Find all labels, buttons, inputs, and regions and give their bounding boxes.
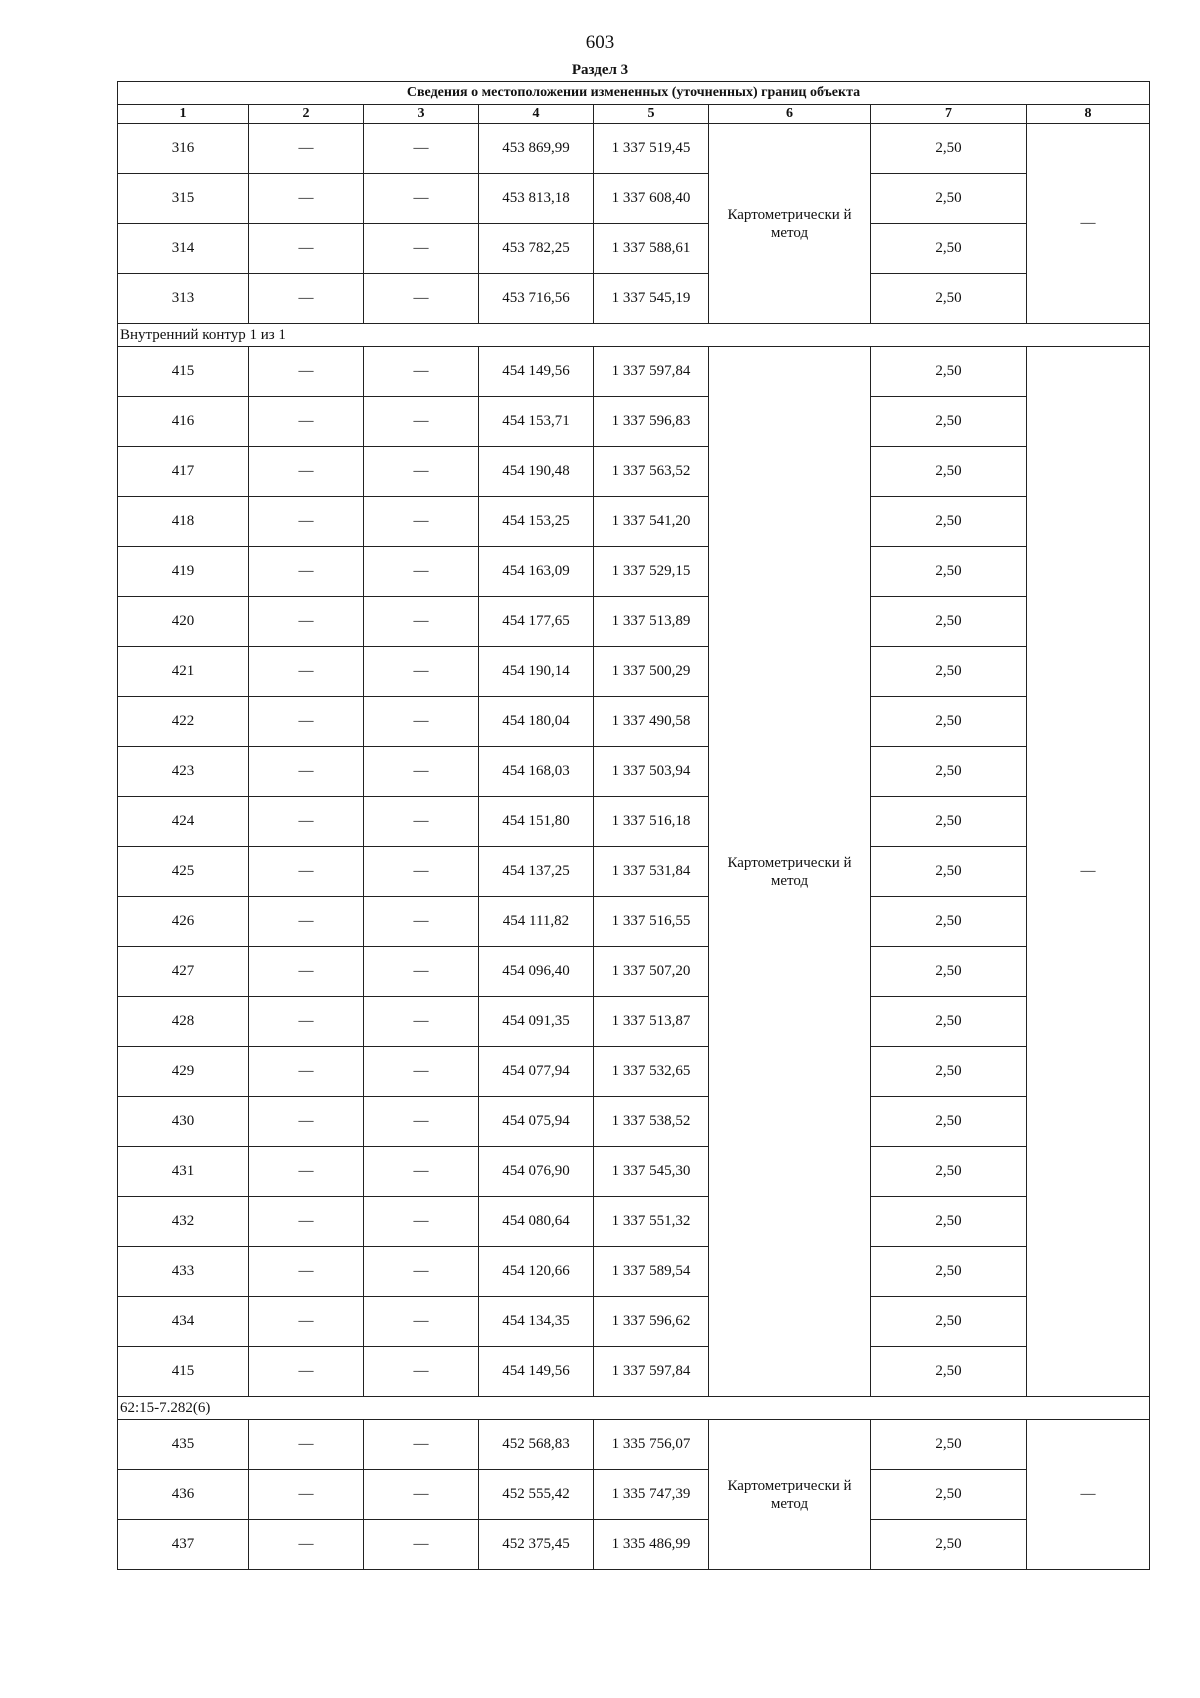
col3-cell: — [364, 1197, 479, 1247]
point-number-cell: 425 [118, 847, 249, 897]
col2-cell: — [249, 1147, 364, 1197]
point-number-cell: 434 [118, 1297, 249, 1347]
point-number-cell: 422 [118, 697, 249, 747]
accuracy-cell: 2,50 [871, 1420, 1027, 1470]
x-coordinate-cell: 454 075,94 [479, 1097, 594, 1147]
table-row [118, 224, 1150, 274]
table-row [118, 997, 1150, 1047]
col2-cell: — [249, 174, 364, 224]
table-row [118, 124, 1150, 174]
point-number-cell: 314 [118, 224, 249, 274]
column-number-2: 2 [249, 105, 364, 124]
boundary-points-table [117, 81, 1150, 1570]
method-cell: Картометрически й метод [709, 124, 871, 324]
table-row [118, 947, 1150, 997]
table-row [118, 1147, 1150, 1197]
col2-cell: — [249, 947, 364, 997]
col3-cell: — [364, 547, 479, 597]
point-number-cell: 429 [118, 1047, 249, 1097]
table-row [118, 1247, 1150, 1297]
x-coordinate-cell: 454 096,40 [479, 947, 594, 997]
accuracy-cell: 2,50 [871, 1347, 1027, 1397]
col3-cell: — [364, 274, 479, 324]
point-number-cell: 437 [118, 1520, 249, 1570]
x-coordinate-cell: 454 149,56 [479, 1347, 594, 1397]
col3-cell: — [364, 797, 479, 847]
table-caption: Сведения о местоположении измененных (уточненных) границ объекта [118, 82, 1150, 105]
x-coordinate-cell: 454 111,82 [479, 897, 594, 947]
col2-cell: — [249, 697, 364, 747]
col8-cell: — [1027, 124, 1150, 324]
x-coordinate-cell: 454 134,35 [479, 1297, 594, 1347]
contour-subheader [118, 1397, 1150, 1420]
col3-cell: — [364, 947, 479, 997]
x-coordinate-cell: 454 120,66 [479, 1247, 594, 1297]
point-number-cell: 432 [118, 1197, 249, 1247]
accuracy-cell: 2,50 [871, 1470, 1027, 1520]
y-coordinate-cell: 1 337 589,54 [594, 1247, 709, 1297]
col8-cell: — [1027, 1420, 1150, 1570]
accuracy-cell: 2,50 [871, 347, 1027, 397]
col3-cell: — [364, 397, 479, 447]
y-coordinate-cell: 1 337 507,20 [594, 947, 709, 997]
col3-cell: — [364, 1147, 479, 1197]
accuracy-cell: 2,50 [871, 1097, 1027, 1147]
point-number-cell: 428 [118, 997, 249, 1047]
x-coordinate-cell: 454 151,80 [479, 797, 594, 847]
point-number-cell: 313 [118, 274, 249, 324]
y-coordinate-cell: 1 337 538,52 [594, 1097, 709, 1147]
accuracy-cell: 2,50 [871, 1297, 1027, 1347]
x-coordinate-cell: 453 813,18 [479, 174, 594, 224]
accuracy-cell: 2,50 [871, 274, 1027, 324]
x-coordinate-cell: 454 163,09 [479, 547, 594, 597]
col2-cell: — [249, 1470, 364, 1520]
x-coordinate-cell: 453 869,99 [479, 124, 594, 174]
x-coordinate-cell: 454 137,25 [479, 847, 594, 897]
table-row [118, 797, 1150, 847]
table-row [118, 547, 1150, 597]
col2-cell: — [249, 547, 364, 597]
col3-cell: — [364, 1297, 479, 1347]
y-coordinate-cell: 1 337 596,62 [594, 1297, 709, 1347]
y-coordinate-cell: 1 337 608,40 [594, 174, 709, 224]
point-number-cell: 426 [118, 897, 249, 947]
table-row [118, 847, 1150, 897]
point-number-cell: 415 [118, 347, 249, 397]
x-coordinate-cell: 454 168,03 [479, 747, 594, 797]
y-coordinate-cell: 1 337 545,19 [594, 274, 709, 324]
subheader-text: Внутренний контур 1 из 1 [118, 324, 1150, 347]
col3-cell: — [364, 1247, 479, 1297]
accuracy-cell: 2,50 [871, 224, 1027, 274]
y-coordinate-cell: 1 335 756,07 [594, 1420, 709, 1470]
column-number-7: 7 [871, 105, 1027, 124]
accuracy-cell: 2,50 [871, 847, 1027, 897]
y-coordinate-cell: 1 337 503,94 [594, 747, 709, 797]
point-number-cell: 435 [118, 1420, 249, 1470]
x-coordinate-cell: 454 190,14 [479, 647, 594, 697]
table-row [118, 497, 1150, 547]
col2-cell: — [249, 797, 364, 847]
accuracy-cell: 2,50 [871, 1197, 1027, 1247]
point-number-cell: 417 [118, 447, 249, 497]
y-coordinate-cell: 1 337 519,45 [594, 124, 709, 174]
col2-cell: — [249, 397, 364, 447]
col2-cell: — [249, 224, 364, 274]
x-coordinate-cell: 454 077,94 [479, 1047, 594, 1097]
col2-cell: — [249, 747, 364, 797]
col3-cell: — [364, 1347, 479, 1397]
accuracy-cell: 2,50 [871, 747, 1027, 797]
x-coordinate-cell: 453 782,25 [479, 224, 594, 274]
col3-cell: — [364, 447, 479, 497]
col2-cell: — [249, 597, 364, 647]
col3-cell: — [364, 747, 479, 797]
method-cell: Картометрически й метод [709, 1420, 871, 1570]
table-row [118, 1520, 1150, 1570]
point-number-cell: 421 [118, 647, 249, 697]
col3-cell: — [364, 597, 479, 647]
y-coordinate-cell: 1 337 541,20 [594, 497, 709, 547]
col3-cell: — [364, 647, 479, 697]
y-coordinate-cell: 1 337 596,83 [594, 397, 709, 447]
y-coordinate-cell: 1 337 490,58 [594, 697, 709, 747]
y-coordinate-cell: 1 337 551,32 [594, 1197, 709, 1247]
x-coordinate-cell: 454 177,65 [479, 597, 594, 647]
table-row [118, 274, 1150, 324]
point-number-cell: 436 [118, 1470, 249, 1520]
accuracy-cell: 2,50 [871, 397, 1027, 447]
table-row [118, 1197, 1150, 1247]
point-number-cell: 315 [118, 174, 249, 224]
x-coordinate-cell: 452 568,83 [479, 1420, 594, 1470]
table-row [118, 1297, 1150, 1347]
col3-cell: — [364, 1470, 479, 1520]
col3-cell: — [364, 224, 479, 274]
y-coordinate-cell: 1 337 563,52 [594, 447, 709, 497]
table-row [118, 1047, 1150, 1097]
accuracy-cell: 2,50 [871, 1147, 1027, 1197]
col2-cell: — [249, 1420, 364, 1470]
accuracy-cell: 2,50 [871, 1247, 1027, 1297]
col8-cell: — [1027, 347, 1150, 1397]
table-row [118, 397, 1150, 447]
y-coordinate-cell: 1 337 500,29 [594, 647, 709, 697]
table-row [118, 647, 1150, 697]
y-coordinate-cell: 1 337 529,15 [594, 547, 709, 597]
table-row [118, 447, 1150, 497]
col2-cell: — [249, 847, 364, 897]
accuracy-cell: 2,50 [871, 1520, 1027, 1570]
point-number-cell: 419 [118, 547, 249, 597]
col3-cell: — [364, 697, 479, 747]
accuracy-cell: 2,50 [871, 697, 1027, 747]
point-number-cell: 316 [118, 124, 249, 174]
col2-cell: — [249, 347, 364, 397]
accuracy-cell: 2,50 [871, 597, 1027, 647]
contour-subheader [118, 324, 1150, 347]
y-coordinate-cell: 1 337 516,55 [594, 897, 709, 947]
y-coordinate-cell: 1 337 531,84 [594, 847, 709, 897]
table-row [118, 1420, 1150, 1470]
accuracy-cell: 2,50 [871, 897, 1027, 947]
accuracy-cell: 2,50 [871, 547, 1027, 597]
point-number-cell: 416 [118, 397, 249, 447]
x-coordinate-cell: 454 080,64 [479, 1197, 594, 1247]
y-coordinate-cell: 1 337 513,89 [594, 597, 709, 647]
col3-cell: — [364, 1097, 479, 1147]
accuracy-cell: 2,50 [871, 497, 1027, 547]
table-row [118, 697, 1150, 747]
y-coordinate-cell: 1 337 597,84 [594, 347, 709, 397]
y-coordinate-cell: 1 337 545,30 [594, 1147, 709, 1197]
table-row [118, 1347, 1150, 1397]
col3-cell: — [364, 1520, 479, 1570]
accuracy-cell: 2,50 [871, 797, 1027, 847]
col2-cell: — [249, 447, 364, 497]
x-coordinate-cell: 454 180,04 [479, 697, 594, 747]
y-coordinate-cell: 1 335 747,39 [594, 1470, 709, 1520]
col2-cell: — [249, 1197, 364, 1247]
col3-cell: — [364, 174, 479, 224]
table-row [118, 347, 1150, 397]
col2-cell: — [249, 274, 364, 324]
column-number-5: 5 [594, 105, 709, 124]
point-number-cell: 427 [118, 947, 249, 997]
col3-cell: — [364, 497, 479, 547]
column-number-8: 8 [1027, 105, 1150, 124]
section-title: Раздел 3 [571, 62, 629, 78]
subheader-text: 62:15-7.282(6) [118, 1397, 1150, 1420]
accuracy-cell: 2,50 [871, 447, 1027, 497]
point-number-cell: 424 [118, 797, 249, 847]
accuracy-cell: 2,50 [871, 997, 1027, 1047]
col2-cell: — [249, 1047, 364, 1097]
x-coordinate-cell: 453 716,56 [479, 274, 594, 324]
col3-cell: — [364, 897, 479, 947]
col2-cell: — [249, 497, 364, 547]
table-row [118, 1470, 1150, 1520]
col3-cell: — [364, 1420, 479, 1470]
col2-cell: — [249, 997, 364, 1047]
point-number-cell: 415 [118, 1347, 249, 1397]
y-coordinate-cell: 1 337 532,65 [594, 1047, 709, 1097]
accuracy-cell: 2,50 [871, 174, 1027, 224]
col3-cell: — [364, 847, 479, 897]
x-coordinate-cell: 454 149,56 [479, 347, 594, 397]
column-number-3: 3 [364, 105, 479, 124]
point-number-cell: 423 [118, 747, 249, 797]
table-row [118, 174, 1150, 224]
y-coordinate-cell: 1 337 597,84 [594, 1347, 709, 1397]
table-row [118, 897, 1150, 947]
x-coordinate-cell: 454 153,71 [479, 397, 594, 447]
table-row [118, 597, 1150, 647]
col3-cell: — [364, 1047, 479, 1097]
column-number-1: 1 [118, 105, 249, 124]
column-number-4: 4 [479, 105, 594, 124]
point-number-cell: 420 [118, 597, 249, 647]
x-coordinate-cell: 454 153,25 [479, 497, 594, 547]
y-coordinate-cell: 1 337 516,18 [594, 797, 709, 847]
column-number-6: 6 [709, 105, 871, 124]
col2-cell: — [249, 124, 364, 174]
col2-cell: — [249, 1520, 364, 1570]
accuracy-cell: 2,50 [871, 1047, 1027, 1097]
y-coordinate-cell: 1 335 486,99 [594, 1520, 709, 1570]
method-cell: Картометрически й метод [709, 347, 871, 1397]
x-coordinate-cell: 454 076,90 [479, 1147, 594, 1197]
col2-cell: — [249, 1247, 364, 1297]
y-coordinate-cell: 1 337 588,61 [594, 224, 709, 274]
x-coordinate-cell: 452 375,45 [479, 1520, 594, 1570]
col2-cell: — [249, 1097, 364, 1147]
page-number: 603 [585, 32, 615, 53]
x-coordinate-cell: 454 091,35 [479, 997, 594, 1047]
table-row [118, 747, 1150, 797]
point-number-cell: 430 [118, 1097, 249, 1147]
x-coordinate-cell: 452 555,42 [479, 1470, 594, 1520]
accuracy-cell: 2,50 [871, 947, 1027, 997]
col2-cell: — [249, 897, 364, 947]
accuracy-cell: 2,50 [871, 647, 1027, 697]
col2-cell: — [249, 1347, 364, 1397]
point-number-cell: 433 [118, 1247, 249, 1297]
x-coordinate-cell: 454 190,48 [479, 447, 594, 497]
table-row [118, 1097, 1150, 1147]
y-coordinate-cell: 1 337 513,87 [594, 997, 709, 1047]
point-number-cell: 418 [118, 497, 249, 547]
col3-cell: — [364, 347, 479, 397]
col3-cell: — [364, 124, 479, 174]
col3-cell: — [364, 997, 479, 1047]
accuracy-cell: 2,50 [871, 124, 1027, 174]
col2-cell: — [249, 647, 364, 697]
point-number-cell: 431 [118, 1147, 249, 1197]
col2-cell: — [249, 1297, 364, 1347]
